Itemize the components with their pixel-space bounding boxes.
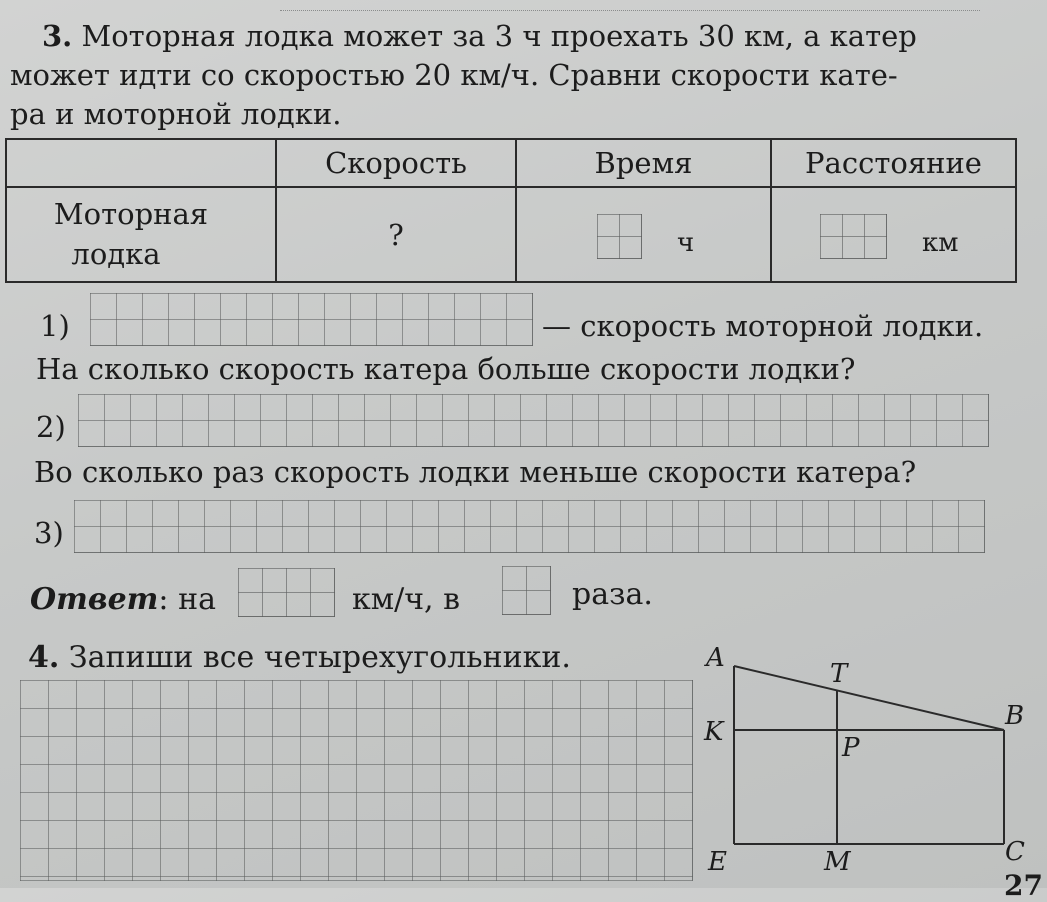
task3-line2: может идти со скоростью 20 км/ч. Сравни скорости кате- <box>10 58 898 92</box>
distance-unit: км <box>922 228 959 258</box>
step1-text: — скорость моторной лодки. <box>542 309 984 343</box>
table-header-row <box>6 139 1016 187</box>
task3-line1-text: Моторная лодка может за 3 ч проехать 30 км, а катер <box>81 19 917 53</box>
step1-answer-grid[interactable] <box>90 293 533 346</box>
answer-colon: : <box>158 582 169 617</box>
step3-answer-grid[interactable] <box>74 500 985 553</box>
task4-answer-grid[interactable] <box>20 680 693 881</box>
table-header-speed: Скорость <box>276 139 516 187</box>
label-A: A <box>706 643 725 673</box>
answer-times: раза. <box>572 577 653 612</box>
answer-difference-box[interactable] <box>238 568 335 617</box>
answer-ratio-box[interactable] <box>502 566 551 615</box>
task4-heading <box>28 640 571 675</box>
question2: На сколько скорость катера больше скорости лодки? <box>36 352 856 386</box>
question3: Во сколько раз скорость лодки меньше скорости катера? <box>34 455 917 489</box>
label-K: K <box>704 717 724 747</box>
time-unit: ч <box>677 228 695 258</box>
answer-line <box>30 582 216 617</box>
label-E: E <box>708 847 727 877</box>
answer-unit: км/ч, в <box>352 582 460 617</box>
answer-word: Ответ <box>30 582 159 617</box>
step1-label: 1) <box>40 309 70 343</box>
table-header-empty <box>6 139 276 187</box>
label-C: C <box>1005 837 1025 867</box>
table-row <box>6 187 1016 282</box>
quadrilaterals-figure <box>700 640 1040 888</box>
table-row-label <box>6 187 276 282</box>
task4-number: 4. <box>28 640 60 675</box>
label-M: M <box>824 847 851 877</box>
task4-text: Запиши все четырехугольники. <box>68 640 571 675</box>
answer-na: на <box>178 582 216 617</box>
task3-number: 3. <box>42 19 73 53</box>
task3-line1 <box>42 19 917 53</box>
task3-line3: ра и моторной лодки. <box>10 97 342 131</box>
step2-answer-grid[interactable] <box>78 394 989 447</box>
time-input-box[interactable] <box>597 214 642 259</box>
label-P: P <box>842 733 860 763</box>
step2-label: 2) <box>36 410 66 444</box>
distance-cell[interactable] <box>771 187 1016 282</box>
step3-label: 3) <box>34 516 64 550</box>
page-number: 27 <box>1004 869 1043 902</box>
row-label-line2: лодка <box>71 236 161 271</box>
table-header-time: Время <box>516 139 771 187</box>
table-header-distance: Расстояние <box>771 139 1016 187</box>
distance-input-box[interactable] <box>820 214 887 259</box>
label-T: T <box>830 659 848 689</box>
data-table <box>5 138 1017 283</box>
speed-cell <box>276 187 516 282</box>
top-grid-line <box>280 10 980 11</box>
speed-unknown: ? <box>388 217 404 252</box>
time-cell[interactable] <box>516 187 771 282</box>
row-label-line1: Моторная <box>53 197 209 232</box>
segment-AB <box>734 666 1004 730</box>
label-B: B <box>1005 701 1025 731</box>
